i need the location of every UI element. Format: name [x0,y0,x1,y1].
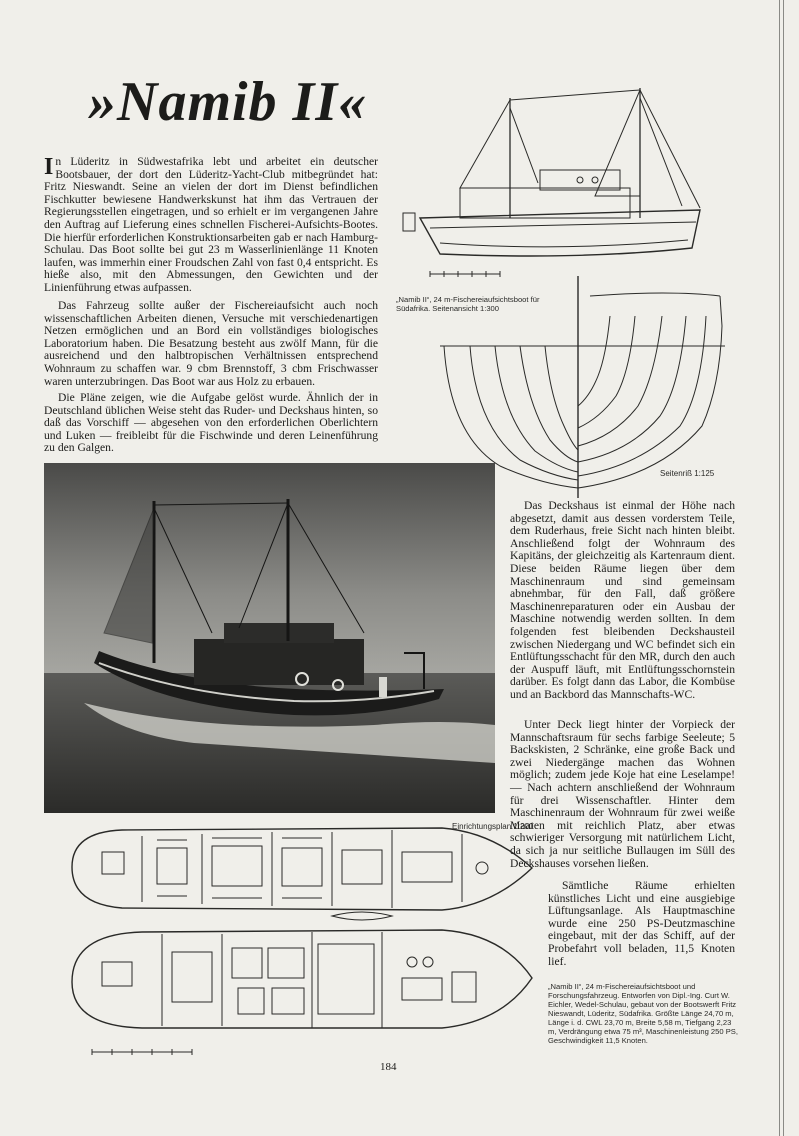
paragraph-6: Sämtliche Räume erhielten künstliches Licht und eine ausgiebige Lüftungsanlage. Als Hauptmaschine wurde eine 250 PS-Deutzmaschine eingebaut, mit der das Schiff, auf der Probefahrt voll beladen, 11,5 Knoten lief. [548,879,735,968]
lines-plan-caption: Seitenriß 1:125 [660,469,715,478]
paragraph-5: Unter Deck liegt hinter der Vorpieck der Mannschaftsraum für sechs farbige Seeleute; 5 Backskisten, 2 Schränke, eine große Back und zwei Niedergänge machen das Wohnen möglich; zudem jede Koje hat eine Leselampe! — Nach achtern anschließend der Wohnraum für drei Wissenschaftler. Hinter dem Maschinenraum der Wohnraum für zwei weiße Maaten mit reichlich Platz, aber etwas schwieriger Versorgung mit natürlichem Licht, da sich ja nur seitliche Bullaugen im Süll des Deckshauses vorsehen ließen. [510,718,735,870]
spec-caption: „Namib II“, 24 m-Fischereiaufsichtsboot und Forschungsfahrzeug. Entworfen von Dipl.-Ing. Curt W. Eichler, Wedel-Schulau, gebaut von der Bootswerft Fritz Nieswandt, Lüderitz, Südafrika. Größte Länge 24,70 m, Länge i. d. CWL 23,70 m, Breite 5,58 m, Tiefgang 2,23 m, Verdrängung etwa 75 m³, Maschinenleistung 250 PS, Geschwindigkeit 11,5 Knoten. [548,982,738,1045]
side-view-drawing [400,78,720,293]
drop-cap: I [44,154,54,180]
intro-text: n Lüderitz in Südwestafrika lebt und arbeitet ein deutscher Bootsbauer, der dort den Lüderitz-Yacht-Club mitbegründet hat: Fritz Nieswandt. Seine an vielen der dort im Dienst befindlichen Fischkutter bewiesene Handwerkskunst hat ihm das Vertrauen der Regierungsstellen eingetragen, und so erhielt er im vergangenen Jahre den Auftrag auf Lieferung eines schnellen Fischerei-Aufsichts-Bootes. Die hierfür erforderlichen Konstruktionsarbeiten gab er nach Hamburg-Schulau. Das Boot sollte bei gut 23 m Wasserlinienlänge 11 Knoten laufen, was immerhin einer Froudschen Zahl von fast 0,4 entspricht. Es hieße also, mit den Abmessungen, den Gewichten und der Linienführung etwas aufpassen. [44,155,378,294]
layout-plan-caption: Einrichtungsplan 1:200 [452,822,534,831]
boat-photo [44,463,495,813]
paragraph-4: Das Deckshaus ist einmal der Höhe nach abgesetzt, damit aus dessen vorderstem Teile, dem Ruderhaus, freie Sicht nach hinten bleibt. Anschließend folgt der Wohnraum des Kapitäns, der gleichzeitig als Kartenraum dient. Diese beiden Räume liegen über dem Maschinenraum und sind gemeinsam abnehmbar, für den Fall, daß größere Maschinenreparaturen oder ein Ausbau der Maschine notwendig werden sollten. In dem folgenden fest bleibenden Deckshausteil zwischen Niedergang und WC befindet sich ein Entlüftungsschacht für den MR, durch den auch der Auspuff läuft, mit Entlüftungsschornstein darüber. Es folgt dann das Labor, die Kombüse und an Backbord das Mannschafts-WC. [510,499,735,701]
paragraph-3: Die Pläne zeigen, wie die Aufgabe gelöst wurde. Ähnlich der in Deutschland üblichen Weise steht das Ruder- und Deckshaus hinten, so daß das Vorschiff — abgesehen von den erforderlichen Oberlichtern und Luken — freibleibt für die Fischwinde und deren Leinenführung zu den Galgen. [44,391,378,455]
side-view-caption: „Namib II“, 24 m-Fischereiaufsichtsboot für Südafrika. Seitenansicht 1:300 [396,295,540,313]
intro-paragraph [44,156,378,295]
page-edge-line [779,0,780,1136]
article-title: »Namib II« [88,71,368,133]
layout-plan-drawing [62,822,552,1060]
page-edge-line [783,0,784,1136]
page-number: 184 [380,1061,397,1073]
paragraph-2: Das Fahrzeug sollte außer der Fischereiaufsicht auch noch wissenschaftlichen Arbeiten dienen, Versuche mit verschiedenartigen Netzen ermöglichen und an Bord ein vollständiges biologisches Laboratorium haben. Die Besatzung besteht aus zwölf Mann, für die ausreichend und den halbtropischen Verhältnissen entsprechend Wohnraum zu schaffen war. 9 cbm Brennstoff, 3 cbm Frischwasser waren unterzubringen. Das Boot war aus Holz zu erbauen. [44,299,378,388]
